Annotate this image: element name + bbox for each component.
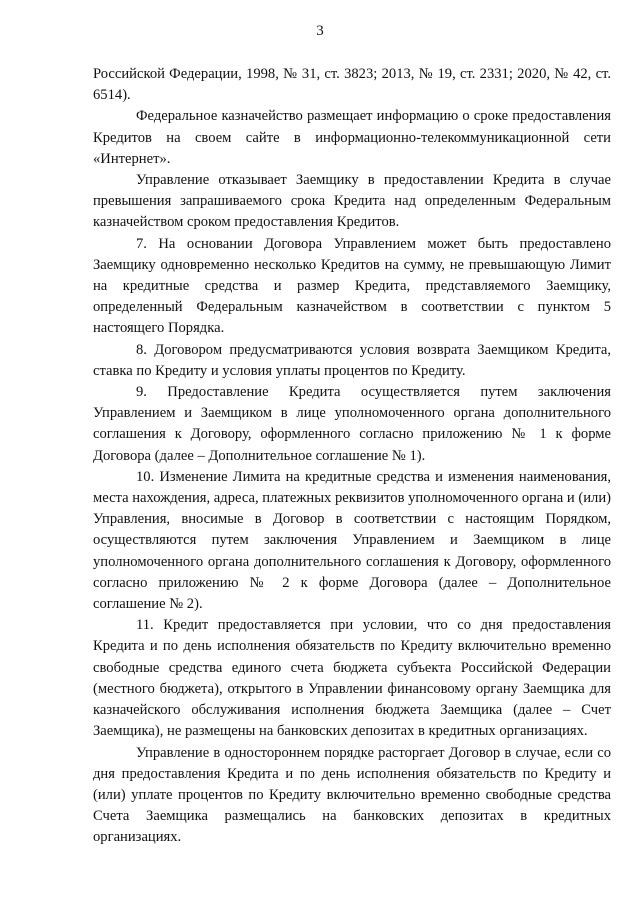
paragraph-clause-11: 11. Кредит предоставляется при условии, что со дня предоставления Кредита и по день исполнения обязательств по Кредиту включительно временно свободные средства единого счета бюджета субъекта Российской Федерации (местного бюджета), открытого в Управлении финансовому органу Заемщика для казначейского обслуживания исполнения бюджета Заемщика (далее – Счет Заемщика), не размещены на банковских депозитах в кредитных организациях. — [93, 617, 611, 740]
paragraph-refusal: Управление отказывает Заемщику в предоставлении Кредита в случае превышения запрашиваемого срока Кредита над определенным Федеральным казначейством сроком предоставления Кредитов. — [93, 172, 611, 231]
paragraph-clause-7: 7. На основании Договора Управлением может быть предоставлено Заемщику одновременно несколько Кредитов на сумму, не превышающую Лимит на кредитные средства и размер Кредита, представляемого Заемщику, определенный Федеральным казначейством в соответствии с пунктом 5 настоящего Порядка. — [93, 235, 611, 337]
paragraph-clause-8: 8. Договором предусматриваются условия возврата Заемщиком Кредита, ставка по Кредиту и условия уплаты процентов по Кредиту. — [93, 341, 611, 379]
paragraph-continuation: Российской Федерации, 1998, № 31, ст. 3823; 2013, № 19, ст. 2331; 2020, № 42, ст. 6514). — [93, 66, 611, 104]
paragraph-clause-10: 10. Изменение Лимита на кредитные средства и изменения наименования, места нахождения, адреса, платежных реквизитов уполномоченного органа и (или) Управления, вносимые в Договор в соответствии с настоящим Порядком, осуществляются путем заключения Управлением и Заемщиком в лице уполномоченного органа дополнительного соглашения к Договору, оформленного согласно приложению № 2 к форме Договора (далее – Дополнительное соглашение № 2). — [93, 468, 611, 613]
paragraph-termination: Управление в одностороннем порядке расторгает Договор в случае, если со дня предоставления Кредита и по день исполнения обязательств по Кредиту и (или) уплате процентов по Кредиту включительно временно свободные средства Счета Заемщика размещались на банковских депозитах в кредитных организациях. — [93, 744, 611, 846]
document-body — [93, 64, 611, 849]
paragraph-treasury-info: Федеральное казначейство размещает информацию о сроке предоставления Кредитов на своем сайте в информационно-телекоммуникационной сети «Интернет». — [93, 108, 611, 167]
page-number: 3 — [316, 23, 324, 39]
paragraph-clause-9: 9. Предоставление Кредита осуществляется путем заключения Управлением и Заемщиком в лице уполномоченного органа дополнительного соглашения к Договору, оформленного согласно приложению № 1 к форме Договора (далее – Дополнительное соглашение № 1). — [93, 384, 611, 464]
